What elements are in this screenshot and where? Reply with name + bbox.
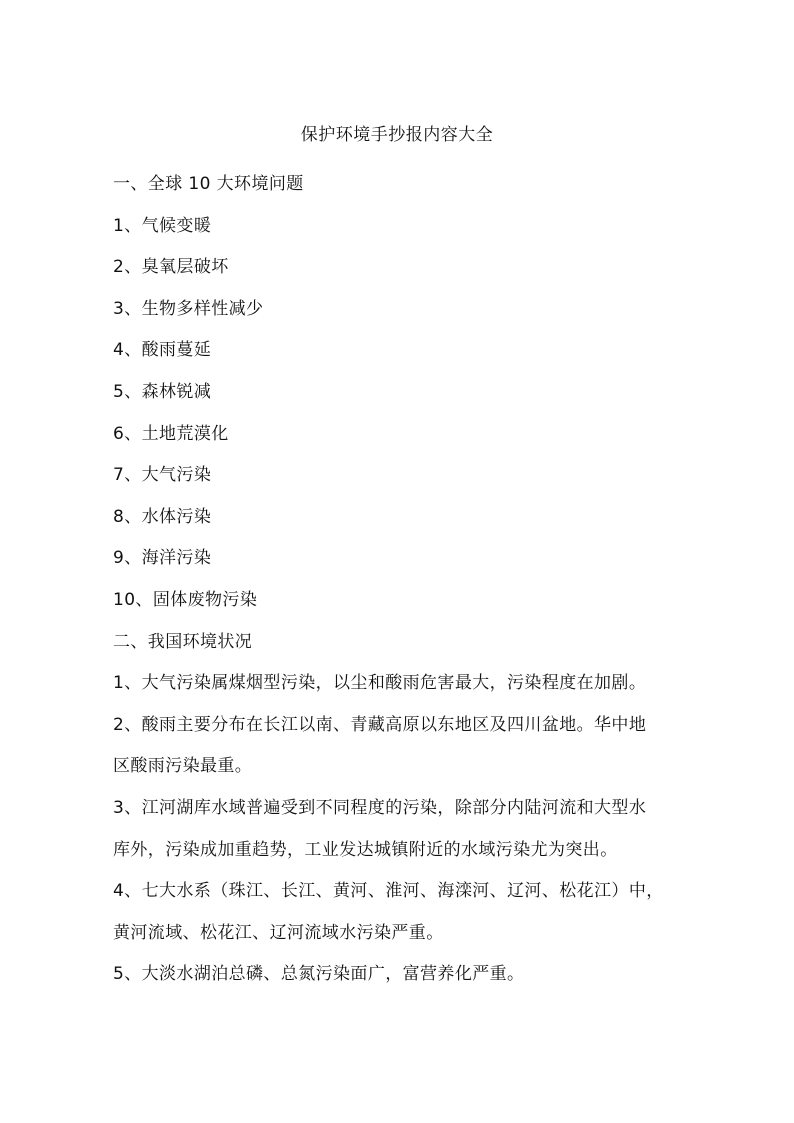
- paragraph-line: 区酸雨污染最重。: [113, 756, 253, 777]
- section-heading-global-problems: 一、全球 10 大环境问题: [113, 174, 304, 194]
- paragraph-line: 库外，污染成加重趋势，工业发达城镇附近的水域污染尤为突出。: [113, 839, 618, 860]
- document-title: 保护环境手抄报内容大全: [300, 125, 494, 145]
- paragraph-line: 4、七大水系（珠江、长江、黄河、淮河、海滦河、辽河、松花江）中，: [113, 881, 664, 902]
- list-item: 10、固体废物污染: [113, 589, 258, 610]
- list-item: 8、水体污染: [113, 506, 212, 527]
- list-item: 6、土地荒漠化: [113, 423, 229, 444]
- list-item: 9、海洋污染: [113, 548, 212, 569]
- list-item: 3、生物多样性减少: [113, 298, 264, 319]
- paragraph-line: 黄河流域、松花江、辽河流域水污染严重。: [113, 922, 444, 943]
- section-heading-china-status: 二、我国环境状况: [113, 631, 253, 652]
- paragraph-line: 2、酸雨主要分布在长江以南、青藏高原以东地区及四川盆地。华中地: [113, 714, 647, 735]
- document-body: [113, 164, 713, 996]
- list-item: 7、大气污染: [113, 465, 212, 486]
- list-item: 5、森林锐减: [113, 381, 212, 402]
- paragraph-line: 3、江河湖库水域普遍受到不同程度的污染，除部分内陆河流和大型水: [113, 797, 647, 818]
- list-item: 4、酸雨蔓延: [113, 340, 212, 361]
- paragraph-line: 5、大淡水湖泊总磷、总氮污染面广，富营养化严重。: [113, 964, 525, 985]
- list-item: 1、气候变暖: [113, 215, 212, 236]
- list-item: 2、臭氧层破坏: [113, 257, 229, 278]
- paragraph-line: 1、大气污染属煤烟型污染，以尘和酸雨危害最大，污染程度在加剧。: [113, 673, 647, 694]
